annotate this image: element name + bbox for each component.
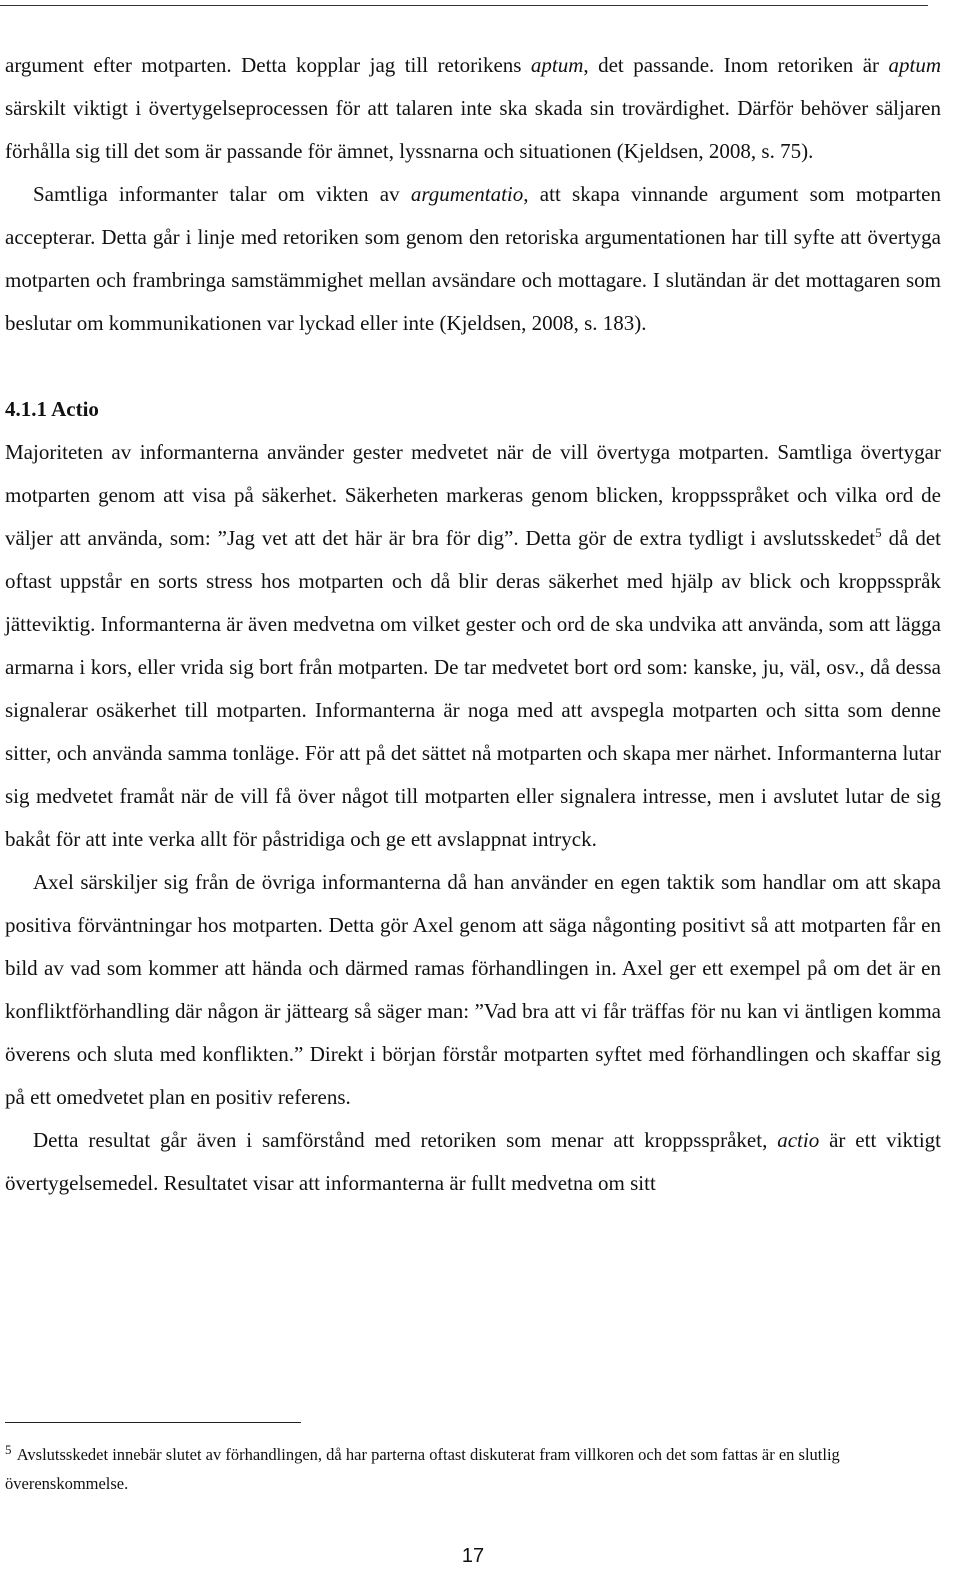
term-actio: actio bbox=[777, 1128, 820, 1152]
section-heading: 4.1.1 Actio bbox=[5, 397, 99, 421]
page-number: 17 bbox=[461, 1545, 485, 1567]
term-aptum: aptum bbox=[888, 53, 941, 77]
footnote-reference[interactable]: 5 bbox=[875, 525, 882, 540]
footnote-separator bbox=[5, 1422, 301, 1423]
header-rule bbox=[0, 5, 928, 6]
paragraph-aptum: argument efter motparten. Detta kopplar jag till retorikens aptum, det passande. Inom retoriken är aptum särskilt viktigt i övertygelseprocessen för att talaren inte ska skada sin trovärdighet. Därför behöver säljaren förhålla sig till det som är passande för ämnet, lyssnarna och situationen (Kjeldsen, 2008, s. 75). bbox=[5, 53, 941, 163]
footnote bbox=[5, 1440, 925, 1498]
footnote-text: Avslutsskedet innebär slutet av förhandlingen, då har parterna oftast diskuterat fram villkoren och det som fattas är en slutlig överenskommelse. bbox=[5, 1445, 840, 1493]
paragraph-axel: Axel särskiljer sig från de övriga informanterna då han använder en egen taktik som handlar om att skapa positiva förväntningar hos motparten. Detta gör Axel genom att säga någonting positivt så att motparten får en bild av vad som kommer att hända och därmed ramas förhandlingen in. Axel ger ett exempel på om det är en konfliktförhandling där någon är jättearg så säger man: ”Vad bra att vi får träffas för nu kan vi äntligen komma överens och sluta med konflikten.” Direkt i början förstår motparten syftet med förhandlingen och skaffar sig på ett omedvetet plan en positiv referens. bbox=[5, 870, 941, 1109]
body-text bbox=[5, 44, 941, 1205]
paragraph-actio: Majoriteten av informanterna använder gester medvetet när de vill övertyga motparten. Samtliga övertygar motparten genom att visa på säkerhet. Säkerheten markeras genom blicken, kroppsspråket och vilka ord de väljer att använda, som: ”Jag vet att det här är bra för dig”. Detta gör de extra tydligt i avslutsskedet$^5$ då det oftast uppstår en sorts stress hos motparten och då blir deras säkerhet med hjälp av blick och kroppsspråk jätteviktig. Informanterna är även medvetna om vilket gester och ord de ska undvika att använda, som att lägga armarna i kors, eller vrida sig bort från motparten. De tar medvetet bort ord som: kanske, ju, väl, osv., då dessa signalerar osäkerhet till motparten. Informanterna är noga med att avspegla motparten och sitta som denne sitter, och använda samma tonläge. För att på det sättet nå motparten och skapa mer närhet. Informanterna lutar sig medvetet framåt när de vill få över något till motparten eller signalera intresse, men i avslutet lutar de sig bakåt för att inte verka allt för påstridiga och ge ett avslappnat intryck. bbox=[5, 440, 941, 851]
term-aptum: aptum bbox=[530, 53, 584, 77]
paragraph-argumentatio: Samtliga informanter talar om vikten av argumentatio, att skapa vinnande argument som motparten accepterar. Detta går i linje med retoriken som genom den retoriska argumentationen har till syfte att övertyga motparten och frambringa samstämmighet mellan avsändare och mottagare. I slutändan är det mottagaren som beslutar om kommunikationen var lyckad eller inte (Kjeldsen, 2008, s. 183). bbox=[5, 182, 941, 335]
term-argumentatio: argumentatio bbox=[410, 182, 524, 206]
paragraph-result: Detta resultat går även i samförstånd med retoriken som menar att kroppsspråket, actio är ett viktigt övertygelsemedel. Resultatet visar att informanterna är fullt medvetna om sitt bbox=[5, 1128, 941, 1195]
footnote-marker: 5 bbox=[5, 1442, 12, 1457]
